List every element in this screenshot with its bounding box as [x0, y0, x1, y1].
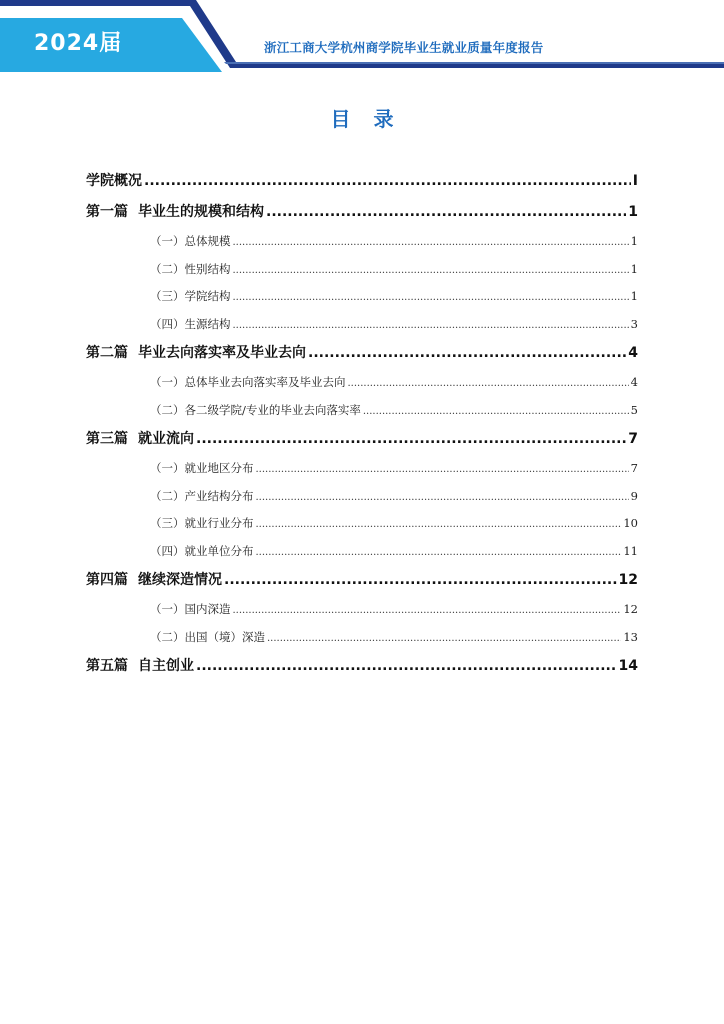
toc-chapter-number: 第二篇 — [86, 345, 128, 361]
toc-dot-leader — [256, 456, 629, 484]
toc-dot-leader — [256, 511, 622, 539]
toc-page-number: 4 — [630, 375, 638, 389]
toc-entry-label — [86, 651, 194, 682]
toc-dot-leader — [267, 625, 621, 653]
toc-dot-leader — [233, 284, 629, 312]
toc-page-number: 7 — [630, 461, 638, 475]
toc-entry-title: （二）性别结构 — [150, 261, 231, 276]
toc-page-number: 5 — [630, 402, 638, 417]
toc-entry-label — [150, 455, 254, 483]
toc-dot-leader — [196, 424, 626, 455]
toc-heading: 目 录 — [330, 107, 402, 131]
toc-entry-label — [150, 311, 231, 339]
toc-page-number: 9 — [630, 488, 638, 503]
toc-page-number: 13 — [623, 629, 638, 644]
toc-entry-title: 毕业去向落实率及毕业去向 — [138, 345, 306, 361]
toc-dot-leader — [233, 597, 622, 625]
toc-dot-leader — [348, 370, 629, 398]
toc-section-entry[interactable] — [86, 596, 638, 624]
toc-section-entry[interactable] — [86, 256, 638, 284]
toc-page-number: 1 — [630, 234, 638, 248]
toc-section-entry[interactable] — [86, 369, 638, 397]
toc-section-entry[interactable] — [86, 510, 638, 538]
toc-entry-label — [150, 483, 254, 511]
toc-page-number: 14 — [618, 658, 638, 674]
toc-entry-label — [86, 565, 222, 596]
toc-chapter-number: 第五篇 — [86, 658, 128, 674]
toc-entry-label — [150, 256, 231, 284]
toc-section-entry[interactable] — [86, 228, 638, 256]
toc-entry-title: （二）产业结构分布 — [150, 488, 254, 503]
toc-page-number: 4 — [628, 345, 638, 361]
toc-entry-label — [86, 424, 194, 455]
toc-entry-title: （二）出国（境）深造 — [150, 629, 265, 644]
toc-entry-title: （一）总体毕业去向落实率及毕业去向 — [150, 375, 346, 389]
toc-page-number: 7 — [628, 431, 638, 447]
toc-section-entry[interactable] — [86, 455, 638, 483]
toc-entry-title: 学院概况 — [86, 173, 142, 189]
toc-dot-leader — [256, 539, 622, 567]
toc-chapter-entry[interactable] — [86, 651, 638, 682]
toc-dot-leader — [256, 484, 629, 512]
toc-dot-leader — [144, 166, 631, 197]
toc-page-number: 1 — [628, 204, 638, 220]
toc-dot-leader — [224, 565, 617, 596]
toc-entry-label — [86, 338, 306, 369]
toc-chapter-entry[interactable] — [86, 338, 638, 369]
toc-entry-title: 毕业生的规模和结构 — [138, 204, 264, 220]
toc-dot-leader — [363, 398, 629, 426]
toc-dot-leader — [233, 229, 629, 257]
toc-entry-title: （三）学院结构 — [150, 289, 231, 303]
toc-dot-leader — [266, 197, 626, 228]
toc-entry-label — [150, 369, 346, 397]
toc-chapter-entry[interactable] — [86, 197, 638, 228]
toc-page-number: 3 — [630, 316, 638, 331]
header-banner — [0, 0, 724, 72]
toc-entry-title: 继续深造情况 — [138, 572, 222, 588]
toc-entry-label — [86, 197, 264, 228]
toc-dot-leader — [233, 312, 629, 340]
toc-section-entry[interactable] — [86, 311, 638, 339]
toc-page-number: 1 — [630, 261, 638, 276]
toc-entry-title: （四）生源结构 — [150, 316, 231, 331]
toc-entry-label — [150, 397, 361, 425]
toc-chapter-number: 第四篇 — [86, 572, 128, 588]
toc-entry-label — [150, 510, 254, 538]
toc-entry-title: （三）就业行业分布 — [150, 516, 254, 530]
table-of-contents — [86, 166, 638, 682]
toc-entry-title: 就业流向 — [138, 431, 194, 447]
toc-section-entry[interactable] — [86, 397, 638, 425]
toc-page-number: 10 — [623, 516, 638, 530]
toc-section-entry[interactable] — [86, 538, 638, 566]
report-title: 浙江工商大学杭州商学院毕业生就业质量年度报告 — [264, 40, 544, 55]
toc-entry-title: （一）总体规模 — [150, 234, 231, 248]
toc-dot-leader — [308, 338, 626, 369]
toc-entry-title: （二）各二级学院/专业的毕业去向落实率 — [150, 402, 361, 417]
toc-page-number: 1 — [630, 289, 638, 303]
toc-section-entry[interactable] — [86, 283, 638, 311]
toc-entry-label — [150, 538, 254, 566]
toc-chapter-number: 第三篇 — [86, 431, 128, 447]
toc-chapter-entry[interactable] — [86, 166, 638, 197]
year-label: 2024届 — [34, 31, 123, 56]
toc-page-number: 12 — [618, 572, 638, 588]
banner-light-stripe — [224, 62, 724, 64]
toc-dot-leader — [196, 651, 617, 682]
toc-entry-label — [150, 596, 231, 624]
toc-chapter-entry[interactable] — [86, 565, 638, 596]
toc-entry-title: （一）就业地区分布 — [150, 461, 254, 475]
toc-entry-label — [150, 283, 231, 311]
toc-section-entry[interactable] — [86, 624, 638, 652]
toc-section-entry[interactable] — [86, 483, 638, 511]
toc-chapter-entry[interactable] — [86, 424, 638, 455]
toc-dot-leader — [233, 257, 629, 285]
toc-entry-title: （一）国内深造 — [150, 602, 231, 616]
toc-chapter-number: 第一篇 — [86, 204, 128, 220]
toc-entry-label — [86, 166, 142, 197]
toc-page-number: I — [632, 173, 638, 189]
toc-page-number: 11 — [623, 543, 638, 558]
toc-entry-title: 自主创业 — [138, 658, 194, 674]
toc-entry-label — [150, 624, 265, 652]
toc-page-number: 12 — [623, 602, 638, 616]
toc-entry-label — [150, 228, 231, 256]
toc-entry-title: （四）就业单位分布 — [150, 543, 254, 558]
